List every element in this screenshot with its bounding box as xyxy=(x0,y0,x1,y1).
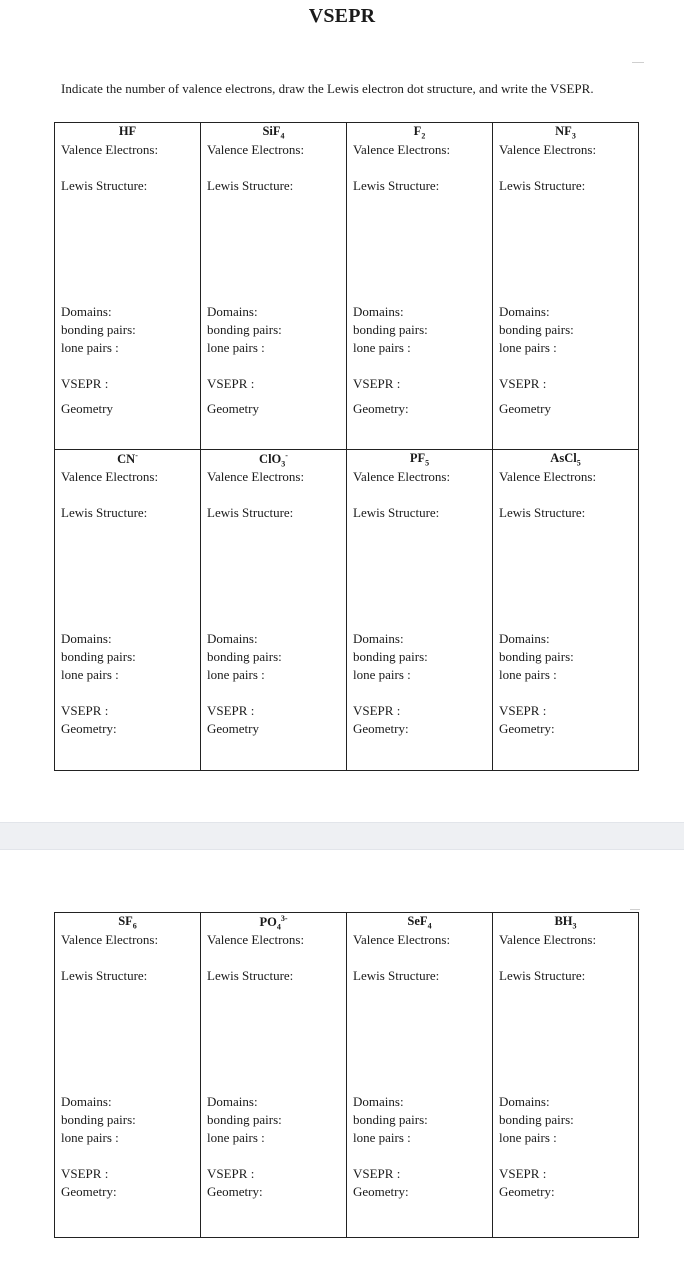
vsepr-label: VSEPR : xyxy=(499,376,547,391)
molecule-cell-po4 xyxy=(201,913,347,1238)
domains-label: Domains: xyxy=(353,631,404,646)
lone-pairs-label: lone pairs : xyxy=(61,667,119,682)
molecule-cell-ascl5 xyxy=(493,450,639,771)
lewis-structure-label: Lewis Structure: xyxy=(207,178,294,193)
lone-pairs-label: lone pairs : xyxy=(61,1130,119,1145)
page-title: VSEPR xyxy=(308,5,376,27)
vsepr-label: VSEPR : xyxy=(353,1166,401,1181)
instructions: Indicate the number of valence electrons, draw the Lewis electron dot structure, and write the VSEPR. xyxy=(61,81,594,96)
formula-label: HF xyxy=(118,124,137,138)
lewis-structure-label: Lewis Structure: xyxy=(207,505,294,520)
vsepr-label: VSEPR : xyxy=(207,703,255,718)
vsepr-label: VSEPR : xyxy=(61,1166,109,1181)
bonding-pairs-label: bonding pairs: xyxy=(499,322,574,337)
geometry-label: Geometry: xyxy=(353,721,409,736)
geometry-label: Geometry: xyxy=(499,1184,555,1199)
lone-pairs-label: lone pairs : xyxy=(207,340,265,355)
molecule-cell-nf3 xyxy=(493,123,639,450)
formula-label: SeF$_4$ xyxy=(407,914,432,931)
lewis-structure-label: Lewis Structure: xyxy=(353,178,440,193)
lewis-structure-label: Lewis Structure: xyxy=(61,968,148,983)
domains-label: Domains: xyxy=(499,631,550,646)
vsepr-label: VSEPR : xyxy=(499,703,547,718)
bonding-pairs-label: bonding pairs: xyxy=(353,649,428,664)
geometry-label: Geometry: xyxy=(61,721,117,736)
scan-mark xyxy=(630,909,640,910)
vsepr-label: VSEPR : xyxy=(61,703,109,718)
lone-pairs-label: lone pairs : xyxy=(353,1130,411,1145)
domains-label: Domains: xyxy=(499,1094,550,1109)
molecule-cell-hf xyxy=(55,123,201,450)
domains-label: Domains: xyxy=(61,304,112,319)
lone-pairs-label: lone pairs : xyxy=(353,667,411,682)
molecule-cell-sif4 xyxy=(201,123,347,450)
valence-electrons-label: Valence Electrons: xyxy=(499,142,597,157)
bonding-pairs-label: bonding pairs: xyxy=(207,322,282,337)
lewis-structure-label: Lewis Structure: xyxy=(499,968,586,983)
molecule-cell-bh3 xyxy=(493,913,639,1238)
vsepr-label: VSEPR : xyxy=(207,1166,255,1181)
valence-electrons-label: Valence Electrons: xyxy=(353,469,451,484)
formula-label: $PF_5$ xyxy=(409,451,430,468)
formula-label: SiF$_4$ xyxy=(262,124,285,141)
geometry-label: Geometry: xyxy=(353,401,409,416)
valence-electrons-label: Valence Electrons: xyxy=(207,932,305,947)
vsepr-label: VSEPR : xyxy=(61,376,109,391)
molecule-cell-sf6 xyxy=(55,913,201,1238)
scan-mark xyxy=(632,62,644,63)
geometry-label: Geometry: xyxy=(207,1184,263,1199)
domains-label: Domains: xyxy=(61,631,112,646)
geometry-label: Geometry xyxy=(207,401,259,416)
domains-label: Domains: xyxy=(353,304,404,319)
formula-label: CN- xyxy=(117,451,138,467)
vsepr-label: VSEPR : xyxy=(207,376,255,391)
valence-electrons-label: Valence Electrons: xyxy=(499,469,597,484)
bonding-pairs-label: bonding pairs: xyxy=(499,649,574,664)
lone-pairs-label: lone pairs : xyxy=(207,1130,265,1145)
formula-label: $BH_3$ xyxy=(554,914,577,931)
domains-label: Domains: xyxy=(353,1094,404,1109)
bonding-pairs-label: bonding pairs: xyxy=(499,1112,574,1127)
molecule-cell-cn xyxy=(55,450,201,771)
domains-label: Domains: xyxy=(207,631,258,646)
lewis-structure-label: Lewis Structure: xyxy=(499,178,586,193)
domains-label: Domains: xyxy=(207,1094,258,1109)
bonding-pairs-label: bonding pairs: xyxy=(207,649,282,664)
vsepr-label: VSEPR : xyxy=(353,703,401,718)
geometry-label: Geometry xyxy=(61,401,113,416)
vsepr-label: VSEPR : xyxy=(499,1166,547,1181)
lewis-structure-label: Lewis Structure: xyxy=(61,178,148,193)
geometry-label: Geometry xyxy=(499,401,551,416)
page-break-divider xyxy=(0,822,684,850)
lewis-structure-label: Lewis Structure: xyxy=(353,968,440,983)
formula-label: AsCl$_5$ xyxy=(550,451,581,468)
vsepr-label: VSEPR : xyxy=(353,376,401,391)
bonding-pairs-label: bonding pairs: xyxy=(207,1112,282,1127)
molecule-cell-sef4 xyxy=(347,913,493,1238)
geometry-label: Geometry: xyxy=(499,721,555,736)
lone-pairs-label: lone pairs : xyxy=(61,340,119,355)
molecule-cell-f2 xyxy=(347,123,493,450)
valence-electrons-label: Valence Electrons: xyxy=(499,932,597,947)
valence-electrons-label: Valence Electrons: xyxy=(207,142,305,157)
formula-label: $PO_4^{3-}$ xyxy=(259,914,288,932)
bonding-pairs-label: bonding pairs: xyxy=(353,1112,428,1127)
lone-pairs-label: lone pairs : xyxy=(499,667,557,682)
lewis-structure-label: Lewis Structure: xyxy=(499,505,586,520)
bonding-pairs-label: bonding pairs: xyxy=(353,322,428,337)
lone-pairs-label: lone pairs : xyxy=(353,340,411,355)
bonding-pairs-label: bonding pairs: xyxy=(61,649,136,664)
molecule-cell-pf5 xyxy=(347,450,493,771)
worksheet-grid-page-1 xyxy=(54,122,639,771)
formula-label: ClO$_3$- xyxy=(259,451,288,469)
valence-electrons-label: Valence Electrons: xyxy=(207,469,305,484)
geometry-label: Geometry: xyxy=(61,1184,117,1199)
bonding-pairs-label: bonding pairs: xyxy=(61,322,136,337)
domains-label: Domains: xyxy=(61,1094,112,1109)
valence-electrons-label: Valence Electrons: xyxy=(353,142,451,157)
bonding-pairs-label: bonding pairs: xyxy=(61,1112,136,1127)
domains-label: Domains: xyxy=(207,304,258,319)
valence-electrons-label: Valence Electrons: xyxy=(61,932,159,947)
geometry-label: Geometry: xyxy=(353,1184,409,1199)
lewis-structure-label: Lewis Structure: xyxy=(61,505,148,520)
formula-label: $F_2$ xyxy=(413,124,426,141)
worksheet-grid-page-2 xyxy=(54,912,639,1238)
lone-pairs-label: lone pairs : xyxy=(207,667,265,682)
domains-label: Domains: xyxy=(499,304,550,319)
lewis-structure-label: Lewis Structure: xyxy=(353,505,440,520)
molecule-cell-clo3 xyxy=(201,450,347,771)
valence-electrons-label: Valence Electrons: xyxy=(61,142,159,157)
geometry-label: Geometry xyxy=(207,721,259,736)
formula-label: $NF_3$ xyxy=(555,124,576,141)
lone-pairs-label: lone pairs : xyxy=(499,340,557,355)
lewis-structure-label: Lewis Structure: xyxy=(207,968,294,983)
lone-pairs-label: lone pairs : xyxy=(499,1130,557,1145)
valence-electrons-label: Valence Electrons: xyxy=(353,932,451,947)
valence-electrons-label: Valence Electrons: xyxy=(61,469,159,484)
formula-label: $SF_6$ xyxy=(118,914,137,931)
